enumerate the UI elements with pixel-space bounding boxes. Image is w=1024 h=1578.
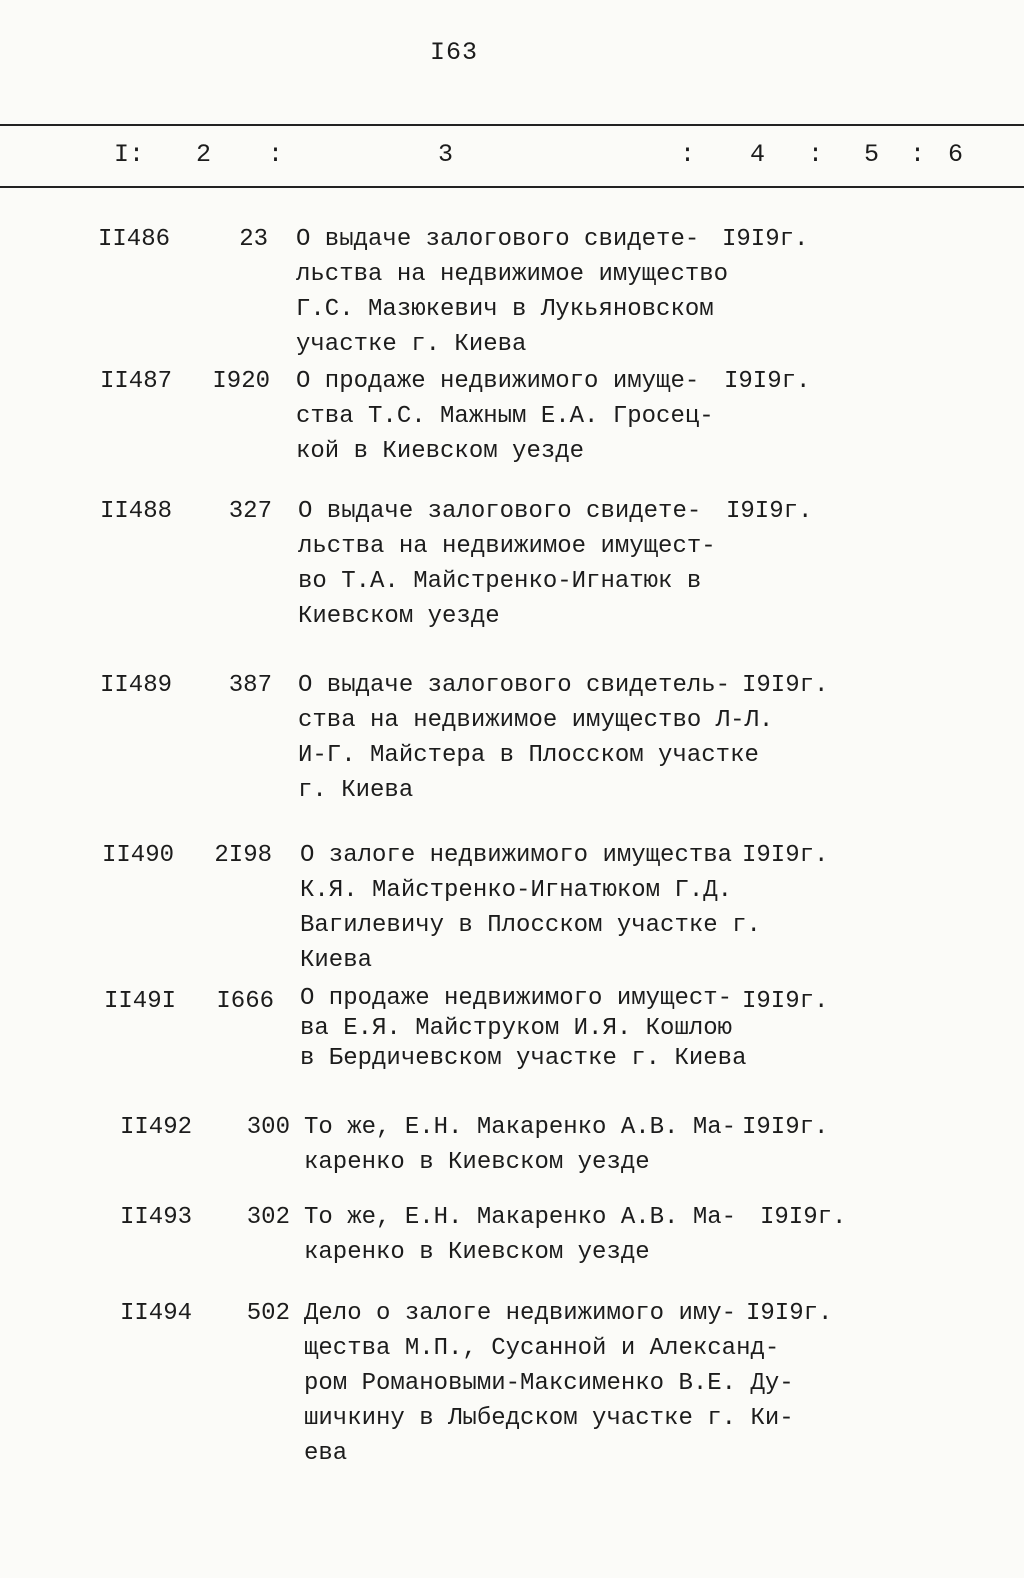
col-1-label: I: <box>114 140 145 169</box>
page-number: I63 <box>430 38 479 67</box>
record-number: II493 <box>120 1204 193 1231</box>
record-number: II492 <box>120 1114 193 1141</box>
record-number: II494 <box>120 1300 193 1327</box>
document-count: 327 <box>228 498 272 525</box>
record-description: То же, Е.Н. Макаренко А.В. Ма- каренко в Киевском уезде <box>304 1114 737 1176</box>
document-count: 387 <box>228 672 272 699</box>
record-year: I9I9г. <box>760 1204 847 1231</box>
document-count: 502 <box>246 1300 290 1327</box>
record-number: II489 <box>100 672 173 699</box>
record-description: Дело о залоге недвижимого иму- щества М.П., Сусанной и Александ- ром Романовыми-Максименко В.Е. Ду- шичкину в Лыбедском участке г. Ки- ева <box>304 1300 794 1467</box>
record-year: I9I9г. <box>724 368 811 395</box>
col-4-label: 4 <box>750 140 766 169</box>
header-rule-top <box>0 124 1024 126</box>
record-year: I9I9г. <box>722 226 809 253</box>
record-description: О продаже недвижимого имуще- ства Т.С. Мажным Е.А. Гросец- кой в Киевском уезде <box>296 368 714 465</box>
record-description: О выдаче залогового свидете- льства на недвижимое имущество Г.С. Мазюкевич в Лукьяновском участке г. Киева <box>296 226 729 358</box>
record-number: II487 <box>100 368 173 395</box>
record-number: II488 <box>100 498 173 525</box>
record-number: II49I <box>104 988 177 1015</box>
document-count: 23 <box>239 226 268 253</box>
col-2-label: 2 <box>196 140 212 169</box>
document-count: 300 <box>246 1114 290 1141</box>
record-number: II490 <box>102 842 175 869</box>
col-separator: : <box>808 140 824 169</box>
col-6-label: 6 <box>948 140 964 169</box>
record-year: I9I9г. <box>726 498 813 525</box>
document-count: I920 <box>212 368 270 395</box>
record-description: О продаже недвижимого имущест- ва Е.Я. Майструком И.Я. Кошлою в Бердичевском участке г. Киева <box>300 985 747 1072</box>
header-rule-bottom <box>0 186 1024 188</box>
record-year: I9I9г. <box>742 988 829 1015</box>
record-description: О залоге недвижимого имущества К.Я. Майстренко-Игнатюком Г.Д. Вагилевичу в Плосском участке г. Киева <box>300 842 761 974</box>
record-year: I9I9г. <box>742 672 829 699</box>
record-year: I9I9г. <box>742 842 829 869</box>
col-separator: : <box>680 140 696 169</box>
document-count: 302 <box>246 1204 290 1231</box>
record-description: О выдаче залогового свидетель- ства на недвижимое имущество Л-Л. И-Г. Майстера в Плосском участке г. Киева <box>298 672 774 804</box>
record-description: О выдаче залогового свидете- льства на недвижимое имущест- во Т.А. Майстренко-Игнатюк в Киевском уезде <box>298 498 716 630</box>
record-description: То же, Е.Н. Макаренко А.В. Ма- каренко в Киевском уезде <box>304 1204 737 1266</box>
record-year: I9I9г. <box>746 1300 833 1327</box>
col-3-label: 3 <box>438 140 454 169</box>
col-separator: : <box>268 140 284 169</box>
document-count: 2I98 <box>214 842 272 869</box>
record-number: II486 <box>98 226 171 253</box>
record-year: I9I9г. <box>742 1114 829 1141</box>
column-header <box>0 140 1024 176</box>
document-count: I666 <box>216 988 274 1015</box>
col-5-label: 5 <box>864 140 880 169</box>
col-separator: : <box>910 140 926 169</box>
